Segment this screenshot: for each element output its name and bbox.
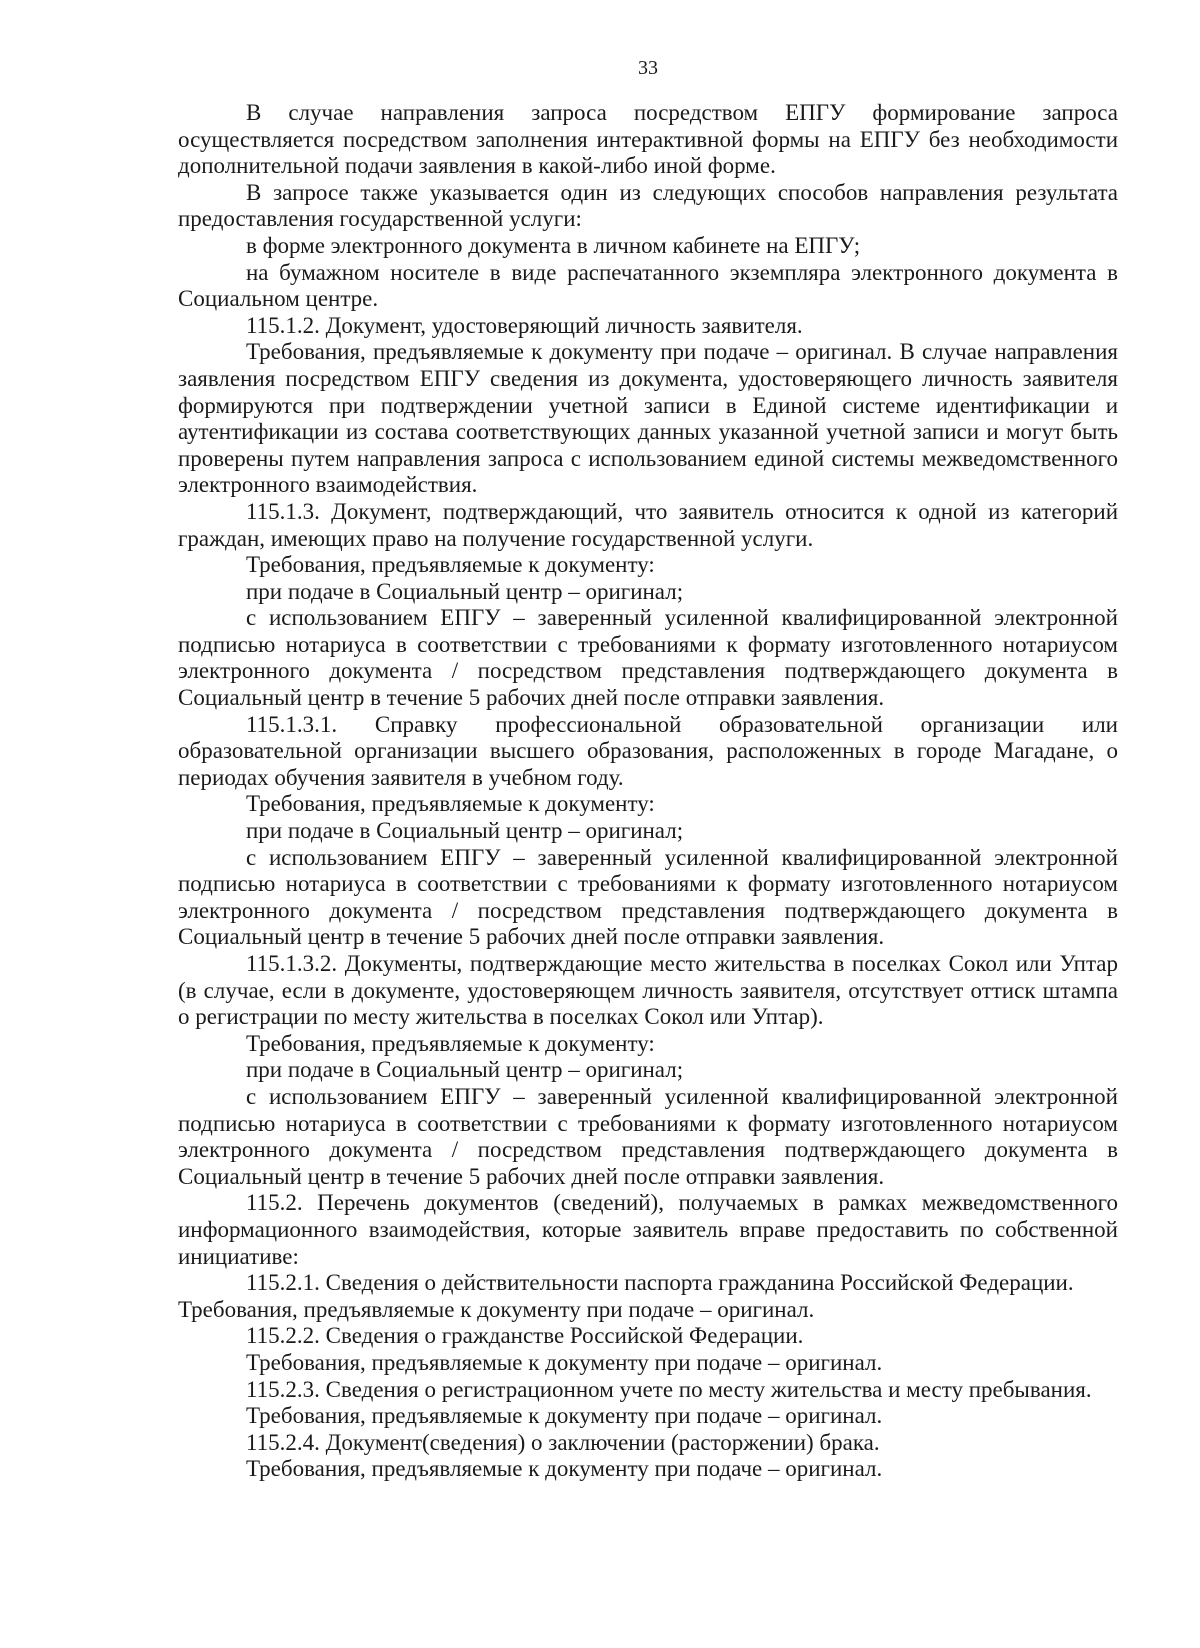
page-number: 33 <box>638 57 658 79</box>
paragraph: 115.1.3. Документ, подтверждающий, что заявитель относится к одной из категорий граждан, имеющих право на получение государственной услуги. <box>178 498 1118 551</box>
paragraph: Требования, предъявляемые к документу: <box>246 1030 655 1056</box>
paragraph: на бумажном носителе в виде распечатанного экземпляра электронного документа в Социальном центре. <box>178 259 1118 312</box>
paragraph: с использованием ЕПГУ – заверенный усиленной квалифицированной электронной подписью нотариуса в соответствии с требованиями к формату изготовленного нотариусом электронного документа / посредством представления подтверждающего документа в Социальный центр в течение 5 рабочих дней после отправки заявления. <box>178 605 1118 711</box>
paragraph: 115.2.2. Сведения о гражданстве Российской Федерации. <box>246 1323 804 1349</box>
document-page <box>178 56 1118 1483</box>
paragraph: 115.1.2. Документ, удостоверяющий личность заявителя. <box>246 312 803 338</box>
paragraph: Требования, предъявляемые к документу при подаче – оригинал. <box>246 1403 883 1429</box>
paragraph: 115.2.3. Сведения о регистрационном учете по месту жительства и месту пребывания. <box>246 1376 1092 1402</box>
paragraph: с использованием ЕПГУ – заверенный усиленной квалифицированной электронной подписью нотариуса в соответствии с требованиями к формату изготовленного нотариусом электронного документа / посредством представления подтверждающего документа в Социальный центр в течение 5 рабочих дней после отправки заявления. <box>178 844 1118 950</box>
paragraph: В случае направления запроса посредством ЕПГУ формирование запроса осуществляется посредством заполнения интерактивной формы на ЕПГУ без необходимости дополнительной подачи заявления в какой-либо иной форме. <box>178 100 1118 179</box>
paragraph: 115.1.3.2. Документы, подтверждающие место жительства в поселках Сокол или Уптар (в случае, если в документе, удостоверяющем личность заявителя, отсутствует оттиск штампа о регистрации по месту жительства в поселках Сокол или Уптар). <box>178 951 1118 1030</box>
paragraph: 115.1.3.1. Справку профессиональной образовательной организации или образовательной организации высшего образования, расположенных в городе Магадане, о периодах обучения заявителя в учебном году. <box>178 711 1118 790</box>
paragraph: при подаче в Социальный центр – оригинал; <box>246 818 684 844</box>
paragraph: 115.2.4. Документ(сведения) о заключении (расторжении) брака. <box>246 1429 880 1455</box>
paragraph: 115.2. Перечень документов (сведений), получаемых в рамках межведомственного информационного взаимодействия, которые заявитель вправе предоставить по собственной инициативе: <box>178 1190 1118 1269</box>
paragraph: при подаче в Социальный центр – оригинал; <box>246 1057 684 1083</box>
paragraph: при подаче в Социальный центр – оригинал; <box>246 578 684 604</box>
paragraph: Требования, предъявляемые к документу при подаче – оригинал. В случае направления заявления посредством ЕПГУ сведения из документа, удостоверяющего личность заявителя формируются при подтверждении учетной записи в Единой системе идентификации и аутентификации из состава соответствующих данных указанной учетной записи и могут быть проверены путем направления запроса с использованием единой системы межведомственного электронного взаимодействия. <box>178 339 1118 498</box>
paragraph: Требования, предъявляемые к документу: <box>246 552 655 578</box>
paragraph: Требования, предъявляемые к документу: <box>246 791 655 817</box>
paragraph: Требования, предъявляемые к документу при подаче – оригинал. <box>178 1296 815 1322</box>
paragraph: 115.2.1. Сведения о действительности паспорта гражданина Российской Федерации. <box>246 1270 1074 1296</box>
paragraph: Требования, предъявляемые к документу при подаче – оригинал. <box>246 1349 883 1375</box>
paragraph: В запросе также указывается один из следующих способов направления результата предоставления государственной услуги: <box>178 179 1118 232</box>
paragraph: с использованием ЕПГУ – заверенный усиленной квалифицированной электронной подписью нотариуса в соответствии с требованиями к формату изготовленного нотариусом электронного документа / посредством представления подтверждающего документа в Социальный центр в течение 5 рабочих дней после отправки заявления. <box>178 1083 1118 1189</box>
paragraph: Требования, предъявляемые к документу при подаче – оригинал. <box>246 1456 883 1482</box>
paragraph: в форме электронного документа в личном кабинете на ЕПГУ; <box>246 232 861 258</box>
